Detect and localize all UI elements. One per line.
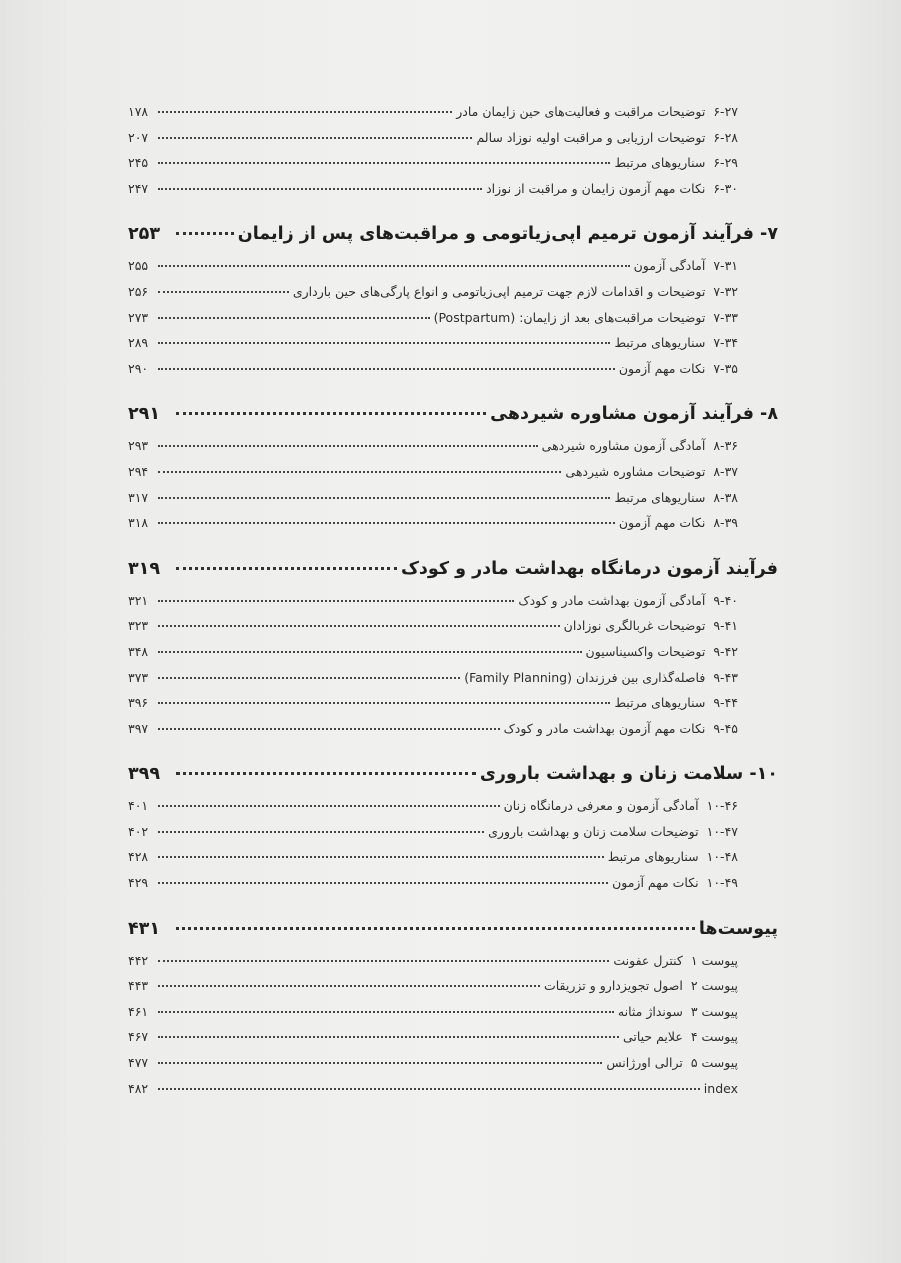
entry-number: ۱۰-۴۹ <box>706 875 738 891</box>
dot-leader <box>158 831 484 833</box>
entry-number: ۹-۴۵ <box>713 720 738 736</box>
toc-entry <box>128 258 778 284</box>
entry-page-number: ۴۴۲ <box>128 952 149 968</box>
chapter-page-number: ۲۵۳ <box>128 224 161 245</box>
dot-leader <box>158 342 610 344</box>
dot-leader <box>176 412 486 415</box>
toc-entry <box>128 130 778 156</box>
entry-page-number: ۲۴۷ <box>128 180 149 196</box>
table-of-contents <box>128 104 778 1124</box>
entry-number: ۱۰-۴۸ <box>706 849 738 865</box>
toc-entry <box>128 953 778 979</box>
dot-leader <box>158 291 289 293</box>
toc-entry <box>128 284 778 310</box>
dot-leader <box>158 677 460 679</box>
entry-title: آمادگی آزمون بهداشت مادر و کودک <box>518 592 706 608</box>
dot-leader <box>158 265 630 267</box>
entry-number: ۹-۴۰ <box>713 592 738 608</box>
dot-leader <box>176 772 476 775</box>
entry-title: توضیحات واکسیناسیون <box>585 643 706 659</box>
dot-leader <box>158 960 609 962</box>
chapter-page-number: ۳۹۹ <box>128 764 161 785</box>
chapter-title: فرآیند آزمون درمانگاه بهداشت مادر و کودک <box>400 558 778 579</box>
entry-title: نکات مهم آزمون زایمان و مراقبت از نوزاد <box>486 180 706 196</box>
toc-entry <box>128 721 778 747</box>
chapter-heading <box>128 404 778 438</box>
dot-leader <box>158 471 561 473</box>
chapter-page-number: ۴۳۱ <box>128 918 161 939</box>
dot-leader <box>158 1036 619 1038</box>
entry-page-number: ۲۸۹ <box>128 335 149 351</box>
entry-number: پیوست ۲ <box>690 978 738 994</box>
dot-leader <box>158 497 610 499</box>
entry-page-number: ۴۰۲ <box>128 823 149 839</box>
chapter-title: پیوست‌ها <box>698 918 778 939</box>
entry-title: سناریوهای مرتبط <box>607 849 699 865</box>
entry-title: سناریوهای مرتبط <box>614 489 706 505</box>
entry-number: ۱۰-۴۷ <box>706 823 738 839</box>
entry-page-number: ۳۹۷ <box>128 720 149 736</box>
entry-title: سناریوهای مرتبط <box>614 695 706 711</box>
entry-title: سناریوهای مرتبط <box>614 155 706 171</box>
toc-entry <box>128 335 778 361</box>
entry-title: توضیحات مراقبت‌های بعد از زایمان: (Postpartum) <box>433 309 706 325</box>
entry-page-number: ۲۹۴ <box>128 463 149 479</box>
entry-number: ۸-۳۷ <box>713 463 738 479</box>
toc-section <box>128 559 778 747</box>
toc-entry <box>128 824 778 850</box>
entry-page-number: ۴۲۸ <box>128 849 149 865</box>
dot-leader <box>158 317 430 319</box>
entry-number: ۶-۲۷ <box>713 104 738 119</box>
toc-section <box>128 919 778 1107</box>
entry-number: ۷-۳۵ <box>713 360 738 376</box>
entry-number: ۷-۳۱ <box>713 258 738 274</box>
entry-page-number: ۴۷۷ <box>128 1055 149 1071</box>
dot-leader <box>158 111 452 113</box>
toc-entry <box>128 181 778 207</box>
entry-title: index <box>703 1080 738 1096</box>
toc-entry <box>128 798 778 824</box>
dot-leader <box>158 1088 700 1090</box>
toc-entry <box>128 310 778 336</box>
dot-leader <box>158 882 608 884</box>
entry-title: علایم حیاتی <box>622 1029 683 1045</box>
dot-leader <box>158 1011 614 1013</box>
entry-title: توضیحات سلامت زنان و بهداشت باروری <box>488 823 699 839</box>
dot-leader <box>176 567 397 570</box>
entry-page-number: ۳۱۷ <box>128 489 149 505</box>
chapter-heading <box>128 559 778 593</box>
toc-entry <box>128 155 778 181</box>
dot-leader <box>158 702 610 704</box>
entry-title: سناریوهای مرتبط <box>614 335 706 351</box>
entry-page-number: ۲۹۰ <box>128 360 149 376</box>
toc-entry <box>128 1029 778 1055</box>
toc-entry <box>128 978 778 1004</box>
entry-title: نکات مهم آزمون بهداشت مادر و کودک <box>503 720 706 736</box>
entry-page-number: ۲۰۷ <box>128 129 149 145</box>
entry-number: ۱۰-۴۶ <box>706 798 738 814</box>
dot-leader <box>158 445 538 447</box>
entry-number: ۷-۳۴ <box>713 335 738 351</box>
dot-leader <box>158 856 604 858</box>
entry-number: ۹-۴۲ <box>713 643 738 659</box>
entry-page-number: ۴۲۹ <box>128 875 149 891</box>
toc-entry <box>128 1081 778 1107</box>
entry-number: ۹-۴۳ <box>713 669 738 685</box>
chapter-heading <box>128 764 778 798</box>
toc-entry <box>128 875 778 901</box>
entry-number: پیوست ۴ <box>690 1029 738 1045</box>
toc-section <box>128 404 778 540</box>
entry-number: ۸-۳۹ <box>713 515 738 531</box>
entry-page-number: ۱۷۸ <box>128 104 149 119</box>
toc-section <box>128 104 778 206</box>
entry-number: ۶-۳۰ <box>713 180 738 196</box>
dot-leader <box>158 985 540 987</box>
dot-leader <box>158 728 500 730</box>
toc-entry <box>128 670 778 696</box>
entry-page-number: ۳۱۸ <box>128 515 149 531</box>
dot-leader <box>158 188 482 190</box>
entry-number: ۹-۴۱ <box>713 618 738 634</box>
dot-leader <box>158 600 514 602</box>
dot-leader <box>176 232 234 235</box>
entry-page-number: ۲۴۵ <box>128 155 149 171</box>
toc-entry <box>128 618 778 644</box>
dot-leader <box>176 927 695 930</box>
entry-page-number: ۴۶۷ <box>128 1029 149 1045</box>
dot-leader <box>158 625 560 627</box>
chapter-heading <box>128 919 778 953</box>
chapter-heading <box>128 224 778 258</box>
entry-title: آمادگی آزمون مشاوره شیردهی <box>541 438 706 454</box>
entry-number: ۷-۳۲ <box>713 283 738 299</box>
entry-title: ترالی اورژانس <box>606 1055 683 1071</box>
entry-page-number: ۳۲۳ <box>128 618 149 634</box>
toc-entry <box>128 695 778 721</box>
entry-number: پیوست ۳ <box>690 1003 738 1019</box>
entry-number: پیوست ۵ <box>690 1055 738 1071</box>
entry-title: سونداژ مثانه <box>617 1003 683 1019</box>
toc-entry <box>128 593 778 619</box>
toc-entry <box>128 438 778 464</box>
toc-entry <box>128 1055 778 1081</box>
toc-entry <box>128 104 778 130</box>
entry-title: آمادگی آزمون و معرفی درمانگاه زنان <box>503 798 699 814</box>
entry-page-number: ۴۶۱ <box>128 1003 149 1019</box>
toc-entry <box>128 849 778 875</box>
toc-entry <box>128 644 778 670</box>
entry-title: نکات مهم آزمون <box>618 515 706 531</box>
entry-page-number: ۴۰۱ <box>128 798 149 814</box>
chapter-title: ۷- فرآیند آزمون ترمیم اپی‌زیاتومی و مراقبت‌های پس از زایمان <box>237 224 778 245</box>
chapter-page-number: ۳۱۹ <box>128 558 161 579</box>
toc-entry <box>128 1004 778 1030</box>
toc-section <box>128 764 778 900</box>
entry-title: کنترل عفونت <box>613 952 683 968</box>
dot-leader <box>158 368 615 370</box>
entry-title: نکات مهم آزمون <box>612 875 699 891</box>
entry-title: توضیحات و اقدامات لازم جهت ترمیم اپی‌زیاتومی و انواع پارگی‌های حین بارداری <box>292 283 706 299</box>
entry-page-number: ۲۵۵ <box>128 258 149 274</box>
entry-page-number: ۲۹۳ <box>128 438 149 454</box>
toc-entry <box>128 515 778 541</box>
entry-page-number: ۴۸۲ <box>128 1080 149 1096</box>
entry-page-number: ۲۷۳ <box>128 309 149 325</box>
entry-number: ۷-۳۳ <box>713 309 738 325</box>
entry-title: توضیحات ارزیابی و مراقبت اولیه نوزاد سالم <box>476 129 706 145</box>
dot-leader <box>158 137 472 139</box>
entry-title: آمادگی آزمون <box>633 258 706 274</box>
entry-title: اصول تجویزدارو و تزریقات <box>543 978 683 994</box>
entry-title: توضیحات غربالگری نوزادان <box>563 618 706 634</box>
entry-number: ۶-۲۸ <box>713 129 738 145</box>
dot-leader <box>158 805 500 807</box>
entry-page-number: ۳۲۱ <box>128 592 149 608</box>
dot-leader <box>158 162 610 164</box>
chapter-title: ۸- فرآیند آزمون مشاوره شیردهی <box>490 404 778 425</box>
dot-leader <box>158 651 582 653</box>
chapter-page-number: ۲۹۱ <box>128 404 161 425</box>
entry-page-number: ۲۵۶ <box>128 283 149 299</box>
toc-entry <box>128 490 778 516</box>
dot-leader <box>158 1062 602 1064</box>
toc-entry <box>128 361 778 387</box>
toc-entry <box>128 464 778 490</box>
entry-page-number: ۳۷۳ <box>128 669 149 685</box>
entry-title: نکات مهم آزمون <box>618 360 706 376</box>
entry-number: ۶-۲۹ <box>713 155 738 171</box>
entry-page-number: ۳۹۶ <box>128 695 149 711</box>
entry-number: پیوست ۱ <box>690 952 738 968</box>
entry-title: توضیحات مشاوره شیردهی <box>565 463 706 479</box>
entry-page-number: ۴۴۳ <box>128 978 149 994</box>
toc-section <box>128 224 778 386</box>
entry-page-number: ۳۴۸ <box>128 643 149 659</box>
entry-number: ۸-۳۶ <box>713 438 738 454</box>
chapter-title: ۱۰- سلامت زنان و بهداشت باروری <box>479 764 778 785</box>
entry-title: فاصله‌گذاری بین فرزندان (Family Planning) <box>464 669 706 685</box>
dot-leader <box>158 522 615 524</box>
entry-number: ۸-۳۸ <box>713 489 738 505</box>
entry-number: ۹-۴۴ <box>713 695 738 711</box>
entry-title: توضیحات مراقبت و فعالیت‌های حین زایمان مادر <box>456 104 706 119</box>
